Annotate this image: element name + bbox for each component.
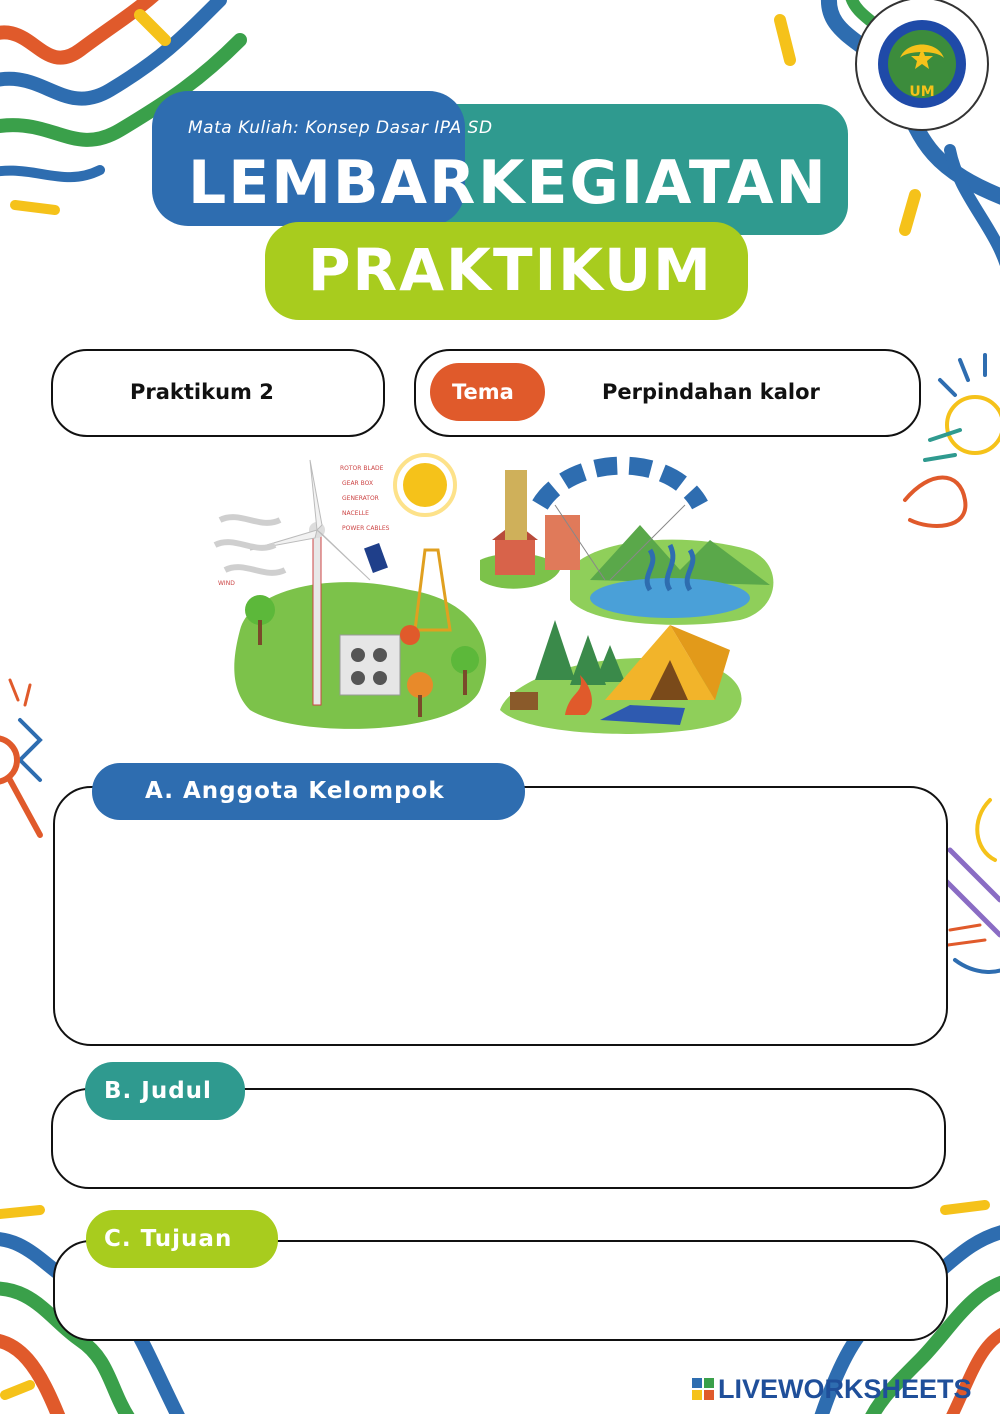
group-members-box[interactable] bbox=[53, 786, 948, 1046]
svg-text:GENERATOR: GENERATOR bbox=[342, 495, 379, 502]
theme-value: Perpindahan kalor bbox=[602, 380, 820, 404]
energy-illustration bbox=[210, 450, 800, 740]
course-subtitle: Mata Kuliah: Konsep Dasar IPA SD bbox=[188, 118, 493, 138]
liveworksheets-logo[interactable] bbox=[692, 1374, 972, 1404]
logo-mark: UM bbox=[909, 84, 935, 100]
university-logo bbox=[852, 0, 992, 140]
title-praktikum: PRAKTIKUM bbox=[308, 236, 713, 304]
svg-text:GEAR BOX: GEAR BOX bbox=[342, 480, 374, 487]
svg-text:POWER CABLES: POWER CABLES bbox=[342, 525, 390, 532]
turbine-label: ROTOR BLADE bbox=[340, 465, 384, 472]
section-b-label: B. Judul bbox=[104, 1078, 212, 1104]
title-lembar: LEMBAR bbox=[188, 148, 478, 218]
svg-text:NACELLE: NACELLE bbox=[342, 510, 369, 517]
session-label: Praktikum 2 bbox=[130, 380, 274, 404]
svg-text:WIND: WIND bbox=[218, 580, 235, 587]
liveworksheets-text: LIVEWORKSHEETS bbox=[718, 1373, 972, 1404]
liveworksheets-icon bbox=[692, 1378, 714, 1400]
title-kegiatan: KEGIATAN bbox=[478, 148, 828, 218]
section-c-label: C. Tujuan bbox=[104, 1226, 233, 1252]
section-a-label: A. Anggota Kelompok bbox=[145, 778, 445, 804]
theme-tag-label: Tema bbox=[452, 380, 514, 404]
